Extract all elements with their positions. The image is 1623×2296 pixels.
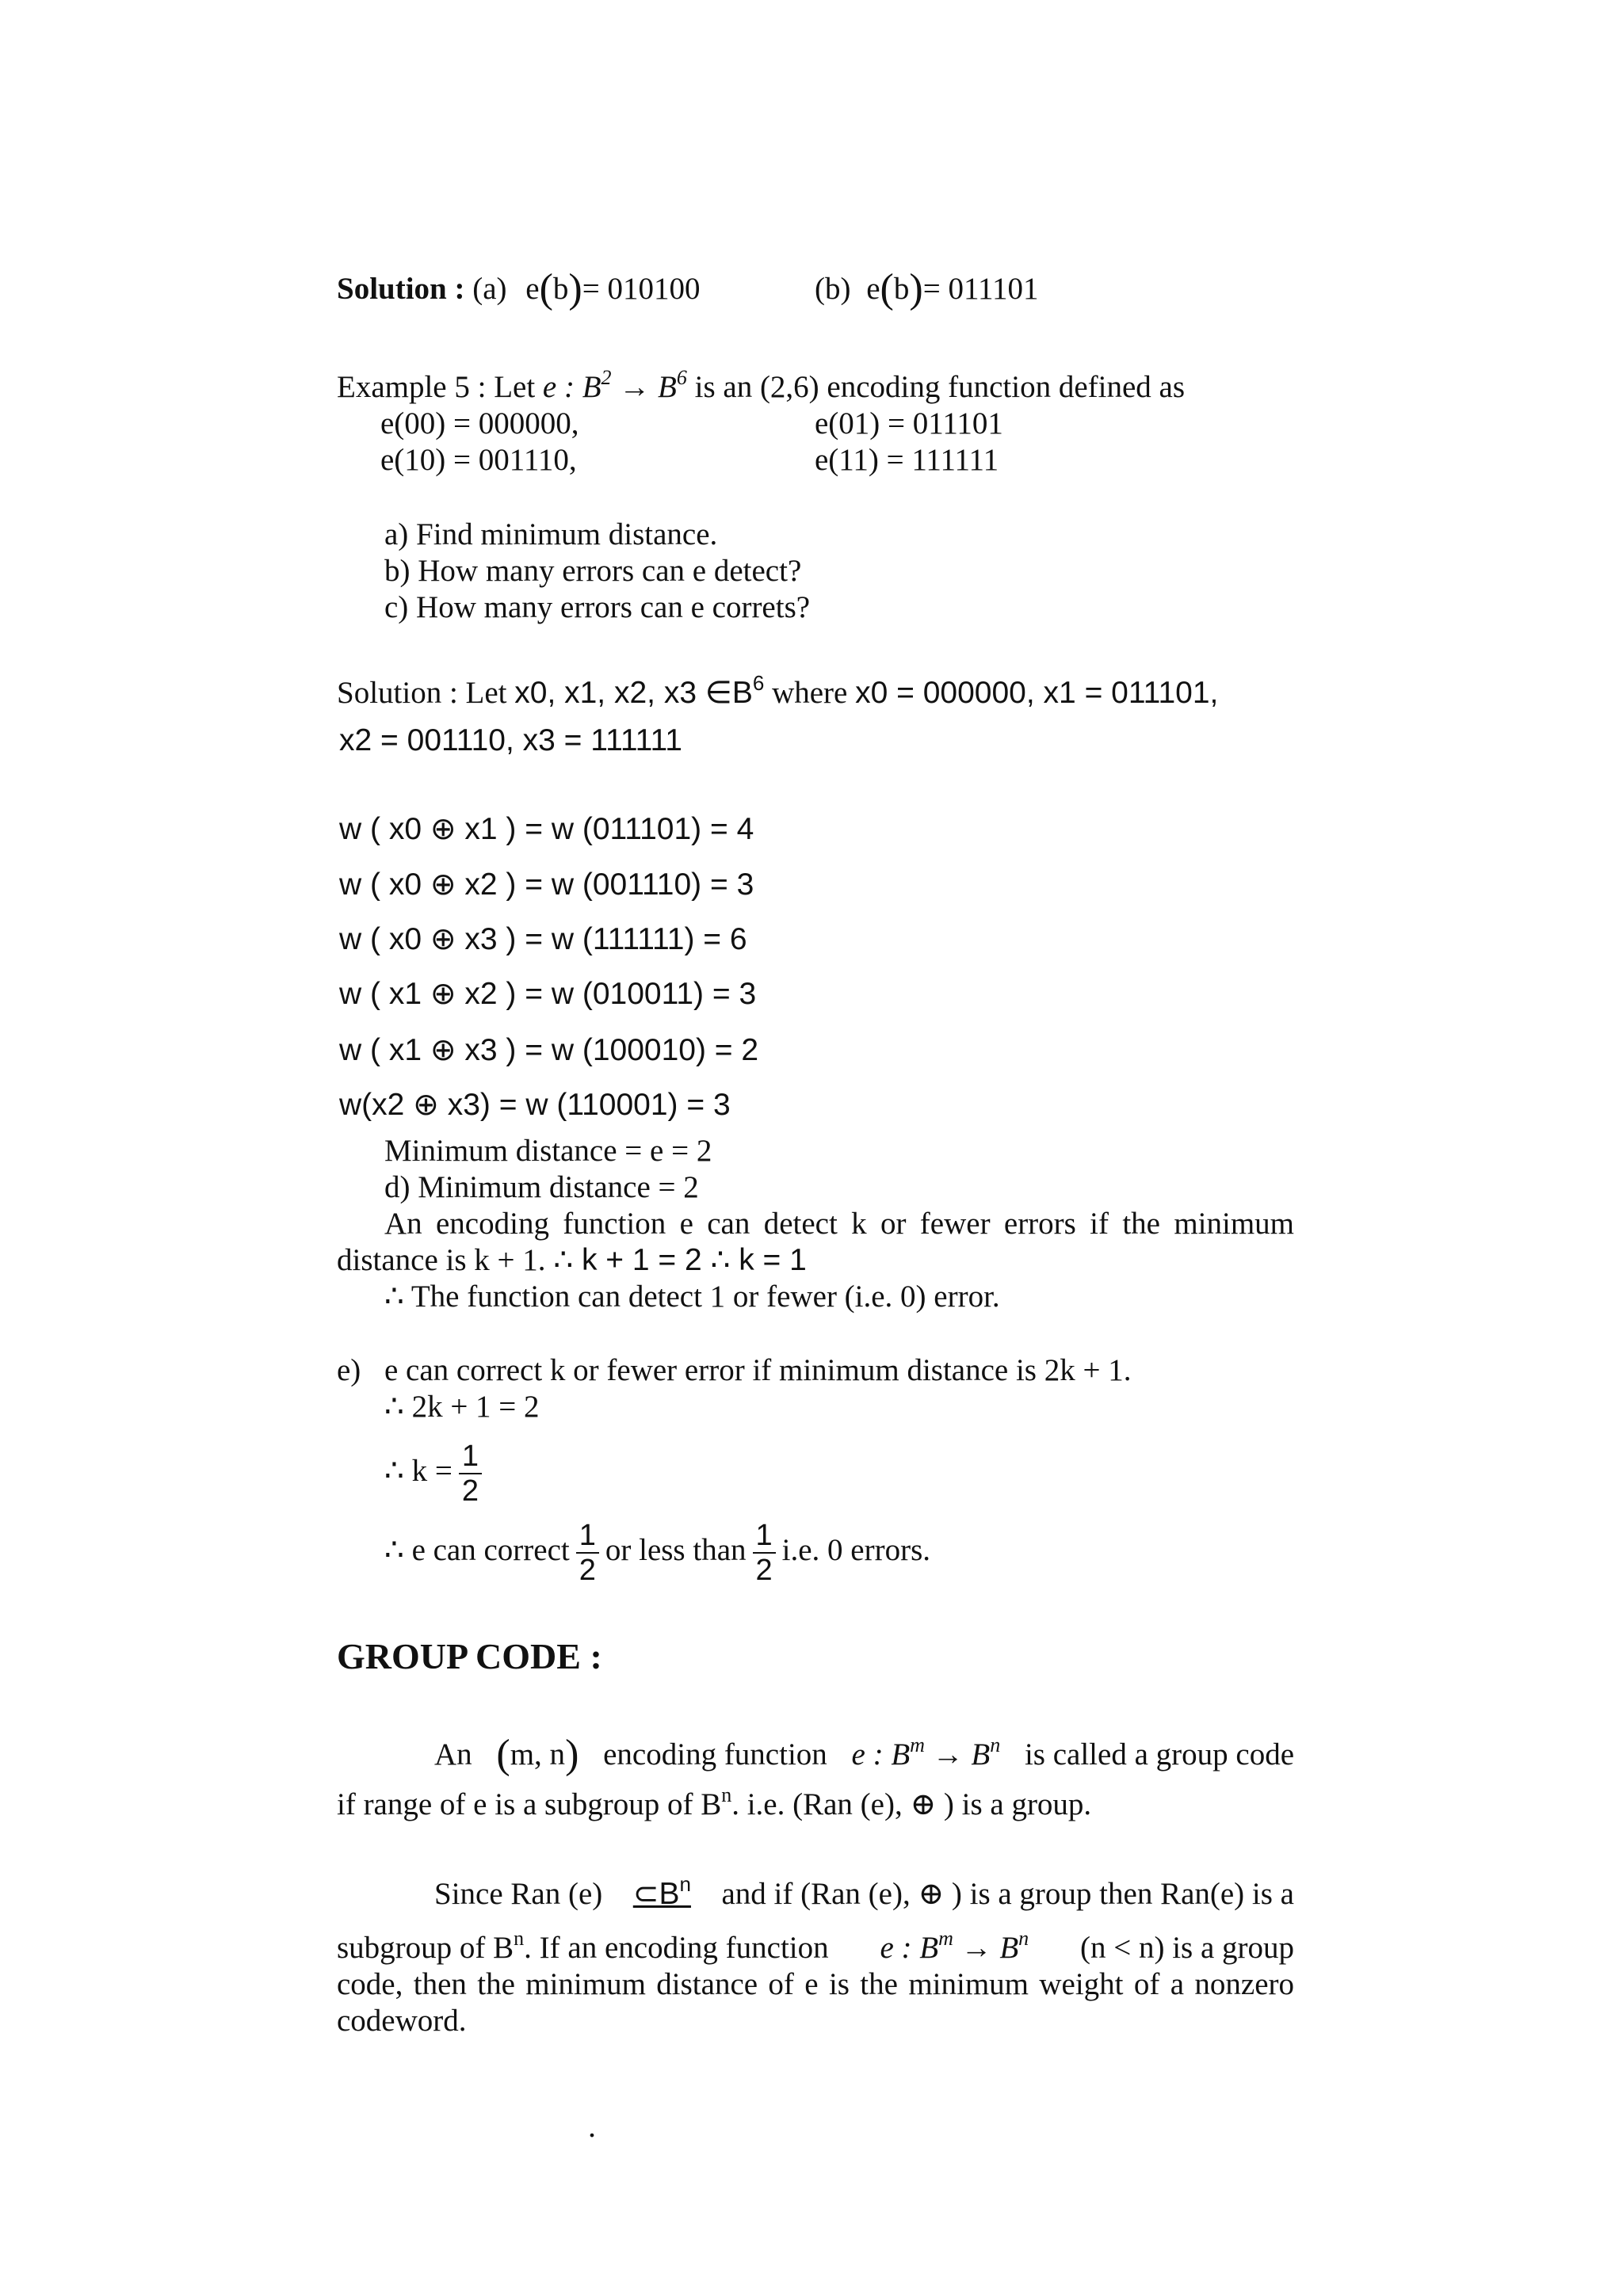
fraction-half: $\frac{1}{2}$: [459, 1440, 482, 1508]
group-code-paragraph-2-line-4: codeword.: [337, 2004, 467, 2038]
part-b-label: (b): [815, 272, 851, 306]
weight-row: w(x2 ⊕ x3) = w (110001) = 3: [339, 1088, 731, 1122]
codeword-e11: e(11) = 111111: [815, 443, 999, 477]
question-a: a) Find minimum distance.: [384, 517, 718, 551]
detect-sentence-1: An encoding function e can detect k or fewer errors if the minimum: [384, 1207, 1294, 1241]
detect-conclusion: ∴ The function can detect 1 or fewer (i.e. 0) error.: [384, 1280, 1000, 1314]
weight-row: w ( x0 ⊕ x1 ) = w (011101) = 4: [339, 812, 754, 846]
correct-label: e): [337, 1353, 361, 1387]
example-5-intro: [337, 366, 1186, 406]
correct-conclusion: ∴ e can correct $\frac{1}{2}$ or less than $\frac{1}{2}$ i.e. 0 errors.: [384, 1519, 931, 1588]
encoding-map: e : $B^2 \to B^6$: [542, 366, 687, 404]
part-a-label: (a): [472, 272, 507, 306]
question-b: b) How many errors can e detect?: [384, 554, 802, 588]
group-code-heading: GROUP CODE :: [337, 1636, 602, 1676]
group-code-paragraph-2-line-3: code, then the minimum distance of e is the minimum weight of a nonzero: [337, 1967, 1294, 2001]
group-code-paragraph-1-line-1: An (m, n) encoding function e : $B^m \to B^n$ is called a group code: [434, 1732, 1294, 1777]
correct-sentence-1: e can correct k or fewer error if minimum distance is 2k + 1.: [384, 1353, 1132, 1387]
solution-let-label: Solution : Let: [337, 676, 507, 710]
weight-row: w ( x0 ⊕ x3 ) = w (111111) = 6: [339, 922, 747, 956]
footer-dot: .: [588, 2108, 596, 2144]
codeword-e00: e(00) = 000000,: [380, 406, 579, 441]
variable-set: x0, x1, x2, x3 $\in B^6$: [514, 671, 765, 710]
variable-definitions-2: x2 = 001110, x3 = 111111: [339, 723, 682, 757]
minimum-distance-1: Minimum distance = e = 2: [384, 1134, 712, 1168]
codeword-e10: e(10) = 001110,: [380, 443, 577, 477]
fraction-half: $\frac{1}{2}$: [576, 1519, 599, 1587]
detect-equation: ∴ k + 1 = 2 ∴ k = 1: [553, 1243, 807, 1277]
minimum-distance-2: d) Minimum distance = 2: [384, 1170, 699, 1204]
question-c: c) How many errors can e correts?: [384, 590, 811, 624]
part-a-expression: e(b)= 010100: [525, 266, 701, 311]
variable-definitions-1: x0 = 000000, x1 = 011101,: [855, 676, 1219, 710]
part-b-expression: e(b)= 011101: [866, 266, 1039, 311]
solution-label: Solution :: [337, 272, 465, 306]
weight-row: w ( x1 ⊕ x2 ) = w (010011) = 3: [339, 977, 757, 1011]
where-label: where: [772, 676, 848, 710]
weight-row: w ( x0 ⊕ x2 ) = w (001110) = 3: [339, 868, 754, 902]
detect-sentence-2: distance is k + 1. ∴ k + 1 = 2 ∴ k = 1: [337, 1243, 807, 1277]
weight-row: w ( x1 ⊕ x3 ) = w (100010) = 2: [339, 1033, 759, 1067]
solution-line-1: [337, 671, 1219, 711]
part-b-line: [815, 266, 1039, 311]
codeword-e01: e(01) = 011101: [815, 406, 1003, 441]
example-5-description: is an (2,6) encoding function defined as: [694, 370, 1186, 404]
correct-equation: ∴ 2k + 1 = 2: [384, 1390, 540, 1424]
group-code-paragraph-1-line-2: if range of e is a subgroup of $B^n$. i.e. (Ran (e), ⊕ ) is a group.: [337, 1783, 1092, 1821]
group-code-paragraph-2-line-1: Since Ran (e) $\subset B^n$ and if (Ran (e), ⊕ ) is a group then Ran(e) is a: [434, 1872, 1294, 1911]
k-equals-half: ∴ k = $\frac{1}{2}$: [384, 1436, 488, 1508]
group-code-paragraph-2-line-2: subgroup of $B^n$. If an encoding function e : $B^m \to B^n$ (n < n) is a group: [337, 1927, 1294, 1965]
example-5-label: Example 5 : Let: [337, 370, 536, 404]
fraction-half: $\frac{1}{2}$: [753, 1519, 776, 1587]
solution-ab-line: [337, 266, 701, 311]
